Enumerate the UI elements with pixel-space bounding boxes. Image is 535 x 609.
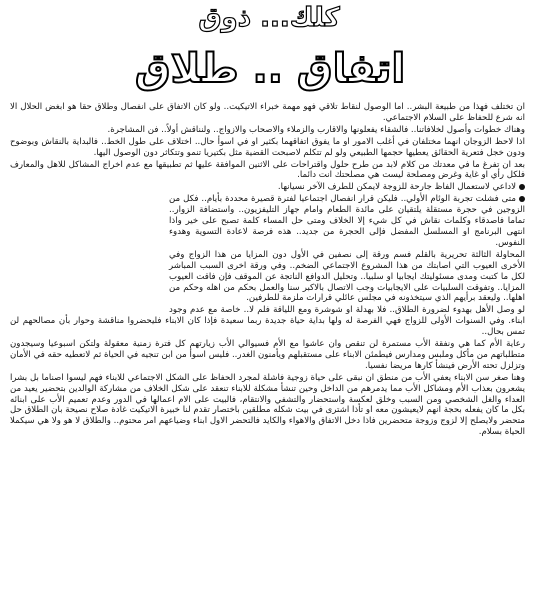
article-paragraph: المحاولة الثالثة تحريرية بالقلم فسم ورقة إلى نصفين في الأول دون المزايا من هذا الزواج وفي الأخرى العيوب التي اصابتك من هذا المشروع الاجتماعي الضخم.. وفي ورقة اخرى السبب المباشر لكل ما كتبت ومدى مسئوليتك ايجابيا او سلبيا.. وتحليل الدوافع الناتجة عن الموقف فإن فاقت العيوب المزايا.. وتفوقت السلبيات على الايجابيات وجب الاتصال بالاكبر سنا والعمل بحكم من اهله وحكم من اهلها.. وليعقد برأيهم الذي سيتخذونه في مجلس عائلي قرارات ملزمة للطرفين. (169, 249, 525, 304)
article-paragraph: لو وصل الأهل بهدوء لضرورة الطلاق.. فلا بهدلة او شوشرة ومع اللياقة فلم لا.. خاصة مع عدم وجود ابناء. وفي السنوات الأولى للزواج فهي الفرصة له ولها بداية حياة جديدة ربما سعيدة فإذا كان الابناء فليحضروا مناقشة وحوار بأن مصالحهم لن تمس بحال.. (10, 305, 525, 338)
article-paragraph: وهنا صغر سن الابناء يعفي الأب من منطق ان نبقى على حياة زوجية فاشلة لمجرد الحفاظ على الشكل الاجتماعي للابناء فهم ليسوا اصناما بل بشرا يشعرون بعذاب الأم ومشاكل الأب مما يدمرهم من الداخل وحين تنشأ مشكلة للابناء تنعقد على شكل الخلاف من مشاركة الوالدين بتحضير يعيد من العداء والغل الشخصي ومن السبب وخلق لعكسة واستحضار والتشفي والانتقام، فالبيت على الام اعمالها في الدور وعدم تعميم الأب على ابنائه بكل ما كان يفعله بحجة انهم لايعيشون معه او تأذا اشترى في بيت شكله مطلقين باختصار تقدم لنا خبيرة الاتيكيت غادة صلاح نصيحة بان الطلاق حل متحضر ولايصلح إلا لزوج وزوجة متحضرين فاذا دخل الاتفاق والاهواء والكايد فالتحضر الاول ابناء وضياعهم امر محتوم.. والطلاق لا هو ولا هي سيكملا الحياة بسلام. (10, 372, 525, 438)
article-paragraph: اذا لاحظ الزوجان انهما مختلفان في أغلب الامور او ما يفوق اتفاقهما بكثير او في اسوأ حال.. اختلاف على طول الخط.. فالبداية بالنقاش وبوضوح ودون خجل فتعرية الحقائق يعطيها حجمها الطبيعي ولو لم تتكلم لاصبحت القضية مثل بكتيريا تنمو وتتكاثر دون الوصول اليها. (10, 136, 525, 158)
bullet-icon (519, 196, 525, 202)
blank-photo-area (10, 184, 165, 304)
bullet-icon (519, 184, 525, 190)
article-paragraph: رعاية الأم كما هي ونفقة الأب مستمرة لن تنقص وان عاشوا مع الأم فسيوالي الأب زيارتهم كل فترة زمنية معقولة ولتكن اسبوعيا وسيجدون متطلباتهم من مأكل وملبس ومدارس فيطمئن الابناء على مستقبلهم ويأمنون الغدر.. فليس اسوأ من ابن تنجيه في الحياة ثم لاتعطيه حقه في الأمان وتزلزل تحته الأرض فينشأ كارها مريضا نفسيا. (10, 339, 525, 371)
article-body (10, 102, 525, 439)
article-paragraph: وهناك خطوات وأصول لخلافاتنا.. فالشقاء يفعلونها والاقارب والزملاء والاصحاب والازواج.. ولنناقش أولاً.. فن المشاجرة. (107, 124, 525, 135)
newspaper-clipping (4, 2, 531, 606)
paragraph-text: لاداعي لاستعمال الفاظ جارحة للزوجة لايمكن للطرف الآخر نسيانها. (277, 182, 516, 193)
paragraph-text: متى فشلت تجربة الوئام الأولي.. فليكن قرار انفصال اجتماعيا لفترة قصيرة محددة بأيام.. فكل من الزوجين في حجرة مستقلة يلتقيان على مائدة الطعام وامام جهاز التليفزيون.. واستضافة الزوار.. تماما فاصدقاء وكلمات نقاش في كل شيء إلا الخلاف ومتى حل المساء كلمة تصبح على خير واذا انتهى البرنامج او المسلسل المفضل فإلى الحجرة من جديد.. هذه فرصة لاعادة التسوية وهدوء النفوس. (169, 194, 525, 248)
article-kicker: كلك... ذوق (198, 3, 340, 33)
article-paragraph: بعد ان تفرغ ما في معدتك من كلام لابد من طرح حلول واقتراحات على الاثنين الموافقة عليها ثم تطبيقها مع عدم اخراج المشاكل للاهل والمعارف فلكل رأي او غاية وغرض ومصلحة ليست هي مصلحتك انت دائما. (10, 159, 525, 181)
article-paragraph: ان تختلف فهذا من طبيعة البشر.. اما الوصول لنقاط تلاقي فهو مهمة خبراء الاتيكيت.. ولو كان الاتفاق على انفصال وطلاق حقا هو ابغض الحلال الا انه شرع للحفاظ على السلام الاجتماعي. (10, 102, 525, 123)
article-headline: اتفاق .. طلاق (134, 46, 406, 92)
